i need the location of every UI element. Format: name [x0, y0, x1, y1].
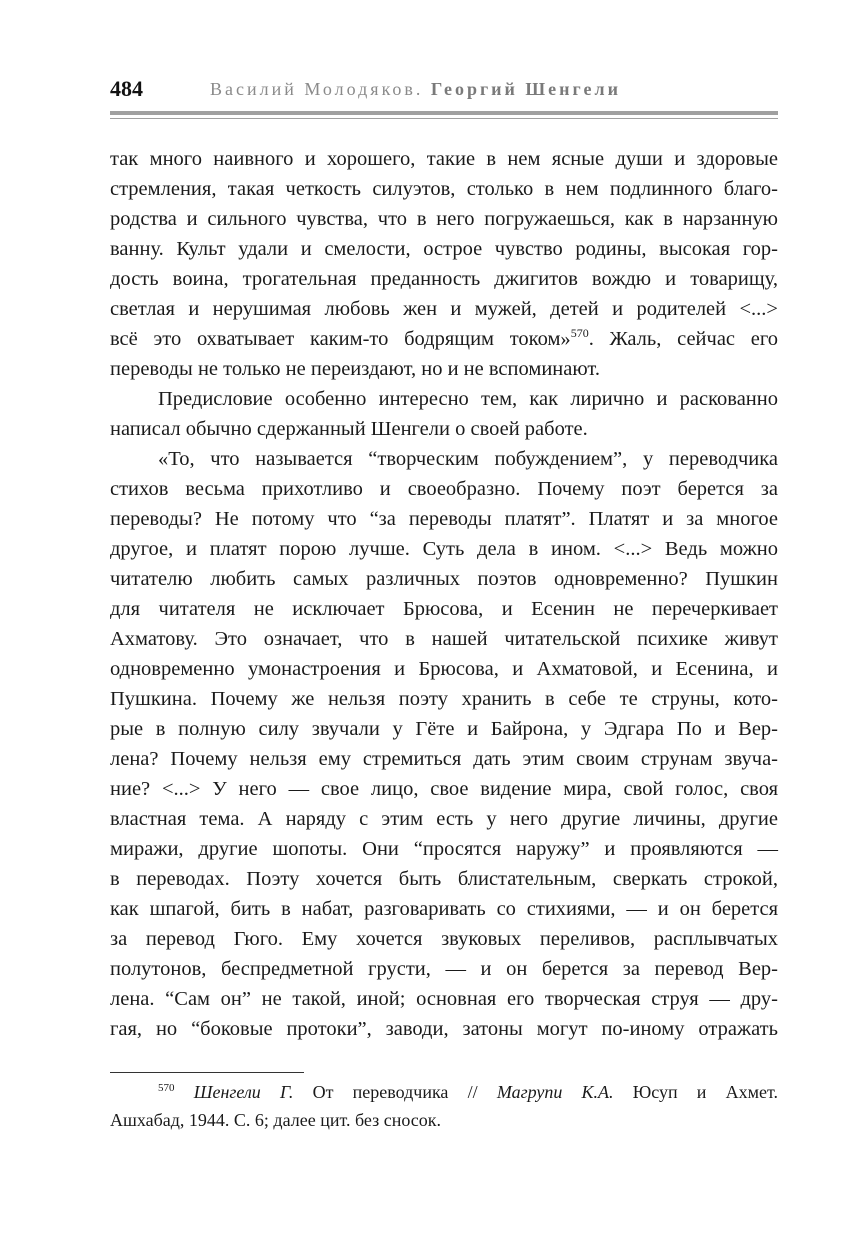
footnote	[110, 1078, 778, 1134]
text-line: лена. “Сам он” не такой, иной; основная его творческая струя — дру-	[110, 988, 778, 1010]
text-line: так много наивного и хорошего, такие в нем ясные души и здоровые	[110, 148, 778, 170]
text-line: миражи, другие шопоты. Они “просятся наружу” и проявляются —	[110, 838, 778, 860]
text-line: Ахматову. Это означает, что в нашей читательской психике живут	[110, 628, 778, 650]
text-line: гая, но “боковые протоки”, заводи, затоны могут по-иному отражать	[110, 1018, 778, 1040]
text-line: стремления, такая четкость силуэтов, столько в нем подлинного благо-	[110, 178, 778, 200]
footnote-number: 570	[158, 1082, 175, 1094]
page-number: 484	[110, 76, 143, 101]
header-rule-thick	[110, 111, 778, 115]
text-line: переводы не только не переиздают, но и не вспоминают.	[110, 358, 600, 380]
text-line: переводы? Не потому что “за переводы платят”. Платят и за многое	[110, 508, 778, 530]
text-fragment: всё это охватывает каким-то бодрящим током»	[110, 328, 571, 350]
text-line: «То, что называется “творческим побуждением”, у переводчика	[158, 448, 778, 470]
footnote-text: От переводчика //	[293, 1082, 497, 1102]
footnote-reference: 570	[570, 326, 589, 341]
text-line: в переводах. Поэту хочется быть блистательным, сверкать строкой,	[110, 868, 778, 890]
header-rule-thin	[110, 118, 778, 119]
text-line: стихов весьма прихотливо и своеобразно. Почему поэт берется за	[110, 478, 778, 500]
text-line: Пушкина. Почему же нельзя поэту хранить в себе те струны, кото-	[110, 688, 778, 710]
footnote-separator	[110, 1072, 304, 1073]
footnote-text: Юсуп и Ахмет.	[613, 1082, 778, 1102]
running-title	[210, 79, 621, 100]
text-line: рые в полную силу звучали у Гёте и Байрона, у Эдгара По и Вер-	[110, 718, 778, 740]
text-line: светлая и нерушимая любовь жен и мужей, детей и родителей <...>	[110, 298, 778, 320]
footnote-line	[110, 1078, 778, 1106]
text-fragment: . Жаль, сейчас его	[588, 328, 779, 350]
text-line: Предисловие особенно интересно тем, как лирично и раскованно	[158, 388, 778, 410]
footnote-line: Ашхабад, 1944. С. 6; далее цит. без сносок.	[110, 1110, 442, 1130]
text-line: ванну. Культ удали и смелости, острое чувство родины, высокая гор-	[110, 238, 778, 260]
text-line: написал обычно сдержанный Шенгели о своей работе.	[110, 418, 588, 440]
footnote-author: Шенгели Г.	[193, 1082, 294, 1102]
running-book-title: Георгий Шенгели	[430, 79, 621, 99]
running-author: Василий Молодяков.	[210, 79, 424, 99]
text-line: одновременно умонастроения и Брюсова, и Ахматовой, и Есенина, и	[110, 658, 778, 680]
text-line: полутонов, беспредметной грусти, — и он берется за перевод Вер-	[110, 958, 778, 980]
text-line: другое, и платят порою лучше. Суть дела в ином. <...> Ведь можно	[110, 538, 778, 560]
text-line: ние? <...> У него — свое лицо, свое видение мира, свой голос, своя	[110, 778, 778, 800]
footnote-editor: Магрупи К.А.	[496, 1082, 614, 1102]
text-line: родства и сильного чувства, что в него погружаешься, как в нарзанную	[110, 208, 778, 230]
text-line: за перевод Гюго. Ему хочется звуковых переливов, расплывчатых	[110, 928, 778, 950]
text-line: читателю любить самых различных поэтов одновременно? Пушкин	[110, 568, 778, 590]
text-line	[110, 324, 778, 354]
text-line: для читателя не исключает Брюсова, и Есенин не перечеркивает	[110, 598, 778, 620]
body-text	[110, 144, 778, 1044]
text-line: как шпагой, бить в набат, разговаривать со стихиями, — и он берется	[110, 898, 778, 920]
text-line: властная тема. А наряду с этим есть у него другие личины, другие	[110, 808, 778, 830]
text-line: лена? Почему нельзя ему стремиться дать этим своим струнам звуча-	[110, 748, 778, 770]
text-line: дость воина, трогательная преданность джигитов вождю и товарищу,	[110, 268, 778, 290]
running-header	[110, 76, 778, 104]
